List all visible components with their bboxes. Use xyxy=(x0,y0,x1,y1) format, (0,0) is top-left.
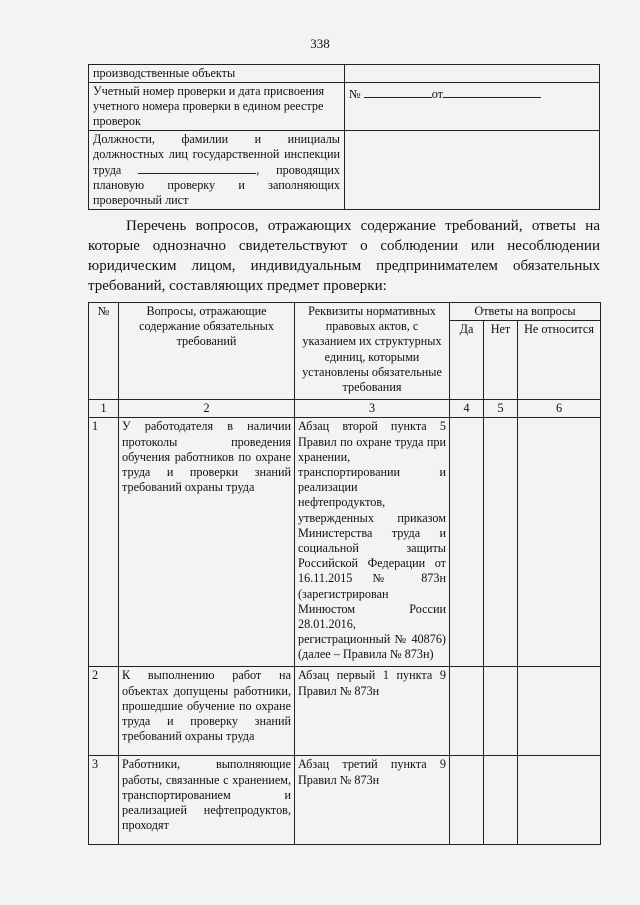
header-na: Не относится xyxy=(518,321,601,400)
header-questions: Вопросы, отражающие содержание обязательных требований xyxy=(119,303,295,400)
check-date-label: от xyxy=(431,87,443,101)
table-row xyxy=(89,756,601,845)
officials-label: Должности, фамилии и инициалы должностных лиц государственной инспекции труда xyxy=(93,132,340,177)
header-row2-right xyxy=(345,83,600,131)
header-row1-left: производственные объекты xyxy=(89,65,345,83)
col-number: 5 xyxy=(484,400,518,418)
row-num: 3 xyxy=(89,756,119,845)
check-number-blank[interactable] xyxy=(364,86,432,98)
row-question: Работники, выполняющие работы, связанные с хранением, транспортированием и реализацией нефтепродуктов, проходят xyxy=(119,756,295,845)
row-num: 1 xyxy=(89,418,119,667)
intro-paragraph: Перечень вопросов, отражающих содержание требований, ответы на которые однозначно свидетельствуют о соблюдении или несоблюдении юридическим лицом, индивидуальным предпринимателем обязательных требований, составляющих предмет проверки: xyxy=(88,218,600,294)
answer-yes-cell[interactable] xyxy=(450,418,484,667)
row-question: К выполнению работ на объектах допущены работники, прошедшие обучение по охране труда и проверку знаний требований охраны труда xyxy=(119,667,295,756)
col-number: 2 xyxy=(119,400,295,418)
col-number: 4 xyxy=(450,400,484,418)
row-requisite: Абзац первый 1 пункта 9 Правил № 873н xyxy=(295,667,450,756)
header-answers: Ответы на вопросы xyxy=(450,303,601,321)
header-yes: Да xyxy=(450,321,484,400)
header-num: № xyxy=(89,303,119,400)
answer-na-cell[interactable] xyxy=(518,418,601,667)
row-requisite: Абзац третий пункта 9 Правил № 873н xyxy=(295,756,450,845)
officials-blank[interactable] xyxy=(138,162,256,174)
header-no: Нет xyxy=(484,321,518,400)
header-requisites: Реквизиты нормативных правовых актов, с указанием их структурных единиц, которыми установлены обязательные требования xyxy=(295,303,450,400)
header-row3-left: Должности, фамилии и инициалы должностных лиц государственной инспекции труда , проводящих плановую проверку и заполняющих проверочный лист xyxy=(89,131,345,210)
officials-label-cont: проводящих плановую проверку и заполняющих проверочный лист xyxy=(93,163,341,207)
col-number: 3 xyxy=(295,400,450,418)
header-row2-left: Учетный номер проверки и дата присвоения учетного номера проверки в едином реестре проверок xyxy=(89,83,345,131)
header-row1-right xyxy=(345,65,600,83)
answer-na-cell[interactable] xyxy=(518,756,601,845)
table-row xyxy=(89,667,601,756)
row-question: У работодателя в наличии протоколы проведения обучения работников по охране труда и проверки знаний требований охраны труда xyxy=(119,418,295,667)
requirements-table xyxy=(88,302,601,845)
check-number-label: № xyxy=(349,87,361,101)
answer-no-cell[interactable] xyxy=(484,756,518,845)
col-number: 6 xyxy=(518,400,601,418)
row-num: 2 xyxy=(89,667,119,756)
page-number: 338 xyxy=(310,36,330,51)
header-table xyxy=(88,64,600,210)
answer-no-cell[interactable] xyxy=(484,418,518,667)
answer-na-cell[interactable] xyxy=(518,667,601,756)
answer-yes-cell[interactable] xyxy=(450,756,484,845)
table-row xyxy=(89,418,601,667)
answer-yes-cell[interactable] xyxy=(450,667,484,756)
col-number: 1 xyxy=(89,400,119,418)
row-requisite: Абзац второй пункта 5 Правил по охране труда при хранении, транспортировании и реализации нефтепродуктов, утвержденных приказом Министерства труда и социальной защиты Российской Федерации от 16.11.2015 № 873н (зарегистрирован Минюстом России 28.01.2016, регистрационный № 40876) (далее – Правила № 873н) xyxy=(295,418,450,667)
header-row3-right xyxy=(345,131,600,210)
answer-no-cell[interactable] xyxy=(484,667,518,756)
check-date-blank[interactable] xyxy=(443,86,541,98)
